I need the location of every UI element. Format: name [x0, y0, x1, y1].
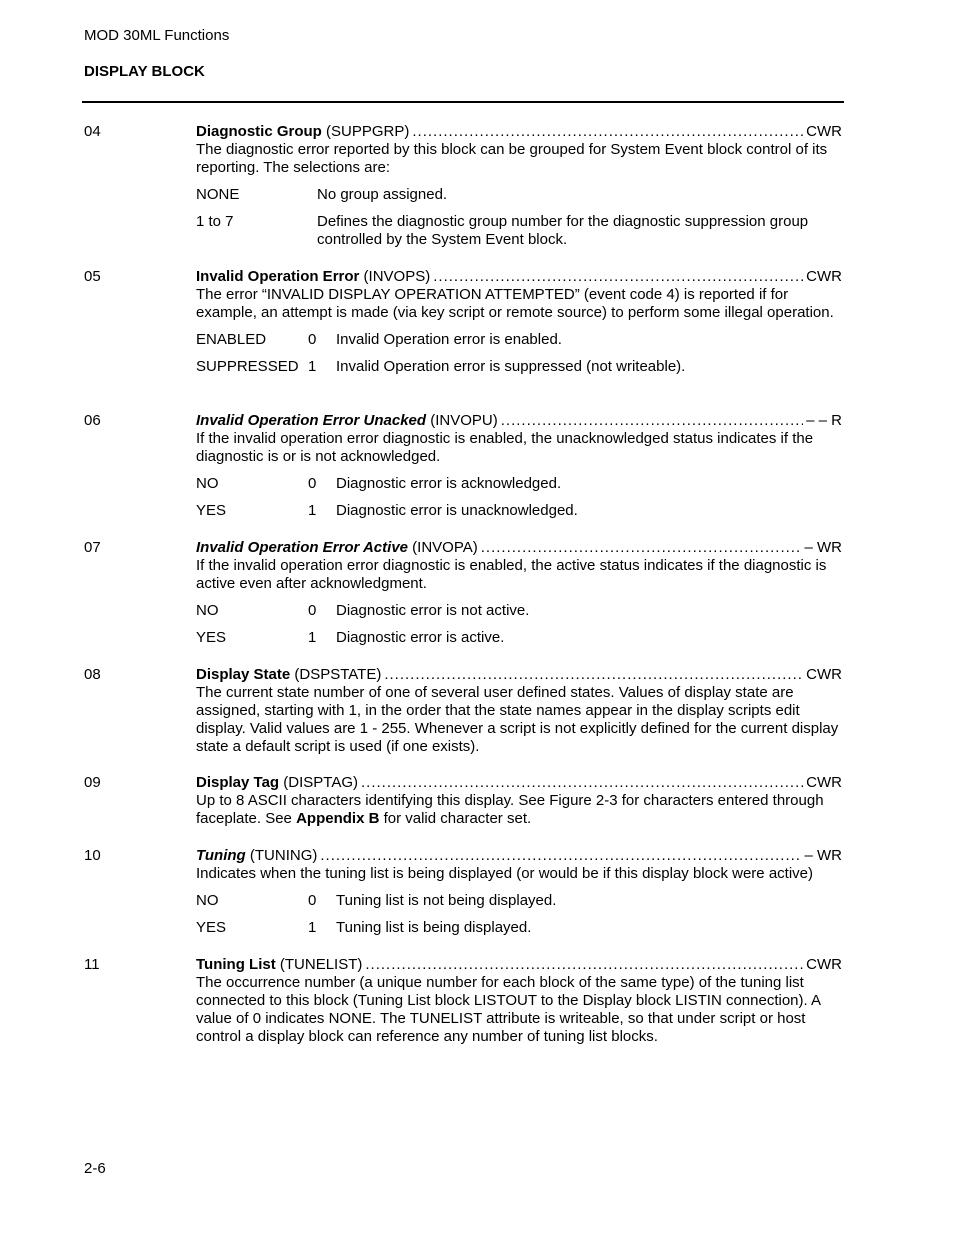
attribute-entry-06 [84, 412, 844, 520]
attribute-code: (TUNELIST) [279, 956, 363, 973]
attribute-code: (INVOPA) [412, 539, 478, 556]
dot-leader [320, 847, 801, 865]
option-value: 1 [308, 358, 317, 375]
option-row [196, 213, 842, 249]
attribute-entry-10 [84, 847, 844, 937]
option-value: 0 [308, 602, 317, 619]
attribute-entry-11 [84, 956, 844, 1046]
option-label: NO [196, 892, 219, 909]
attribute-heading [196, 268, 842, 286]
attribute-entry-07 [84, 539, 844, 647]
attribute-entry-08 [84, 666, 844, 756]
attribute-name: Diagnostic Group [196, 123, 322, 140]
option-text: Diagnostic error is active. [336, 629, 505, 646]
option-row [196, 186, 842, 204]
attribute-code: (SUPPGRP) [326, 123, 410, 140]
option-row [196, 358, 842, 376]
option-value: 0 [308, 475, 317, 492]
section-heading: DISPLAY BLOCK [84, 63, 205, 80]
running-header-title: MOD 30ML Functions [84, 27, 230, 44]
attribute-code: (DSPSTATE) [294, 666, 382, 683]
option-value: 1 [308, 502, 317, 519]
attribute-description: The error “INVALID DISPLAY OPERATION ATTEMPTED” (event code 4) is reported if for example, an attempt is made (via key script or remote source) to perform some illegal operation. [196, 286, 834, 321]
appendix-reference: Appendix B [296, 810, 380, 827]
attribute-description [196, 792, 842, 828]
attribute-code: (TUNING) [249, 847, 318, 864]
option-value: 0 [308, 331, 317, 348]
attribute-access: CWR [806, 956, 842, 973]
attribute-heading [196, 412, 842, 430]
attribute-access: CWR [806, 666, 842, 683]
option-text: Diagnostic error is unacknowledged. [336, 502, 578, 519]
option-label: SUPPRESSED [196, 358, 299, 375]
attribute-name: Invalid Operation Error Unacked [196, 412, 427, 429]
option-row [196, 331, 842, 349]
attribute-description: The occurrence number (a unique number for each block of the same type) of the tuning list connected to this block (Tuning List block LISTOUT to the Display block LISTIN connection). A value of 0 indicates NONE. The TUNELIST attribute is writeable, so that under script or host control a display block can reference any number of tuning list blocks. [196, 974, 821, 1045]
attribute-description: The current state number of one of several user defined states. Values of display state are assigned, starting with 1, in the order that the state names appear in the display scripts edit display. Valid values are 1 - 255. Whenever a script is not explicitly defined for the current display state a default script is used (if one exists). [196, 684, 839, 755]
attribute-access: – WR [804, 847, 842, 864]
attribute-access: CWR [806, 268, 842, 285]
attribute-entry-04 [84, 123, 844, 249]
dot-leader [481, 539, 802, 557]
option-text: Invalid Operation error is enabled. [336, 331, 562, 348]
attribute-name: Display State [196, 666, 291, 683]
option-label: NO [196, 602, 219, 619]
option-value: 1 [308, 919, 317, 936]
description-text: Up to 8 ASCII characters identifying this display. See Figure 2-3 for characters entered through faceplate. See [196, 792, 824, 827]
option-row [196, 892, 842, 910]
page-number: 2-6 [84, 1160, 106, 1177]
attribute-description: Indicates when the tuning list is being displayed (or would be if this display block were active) [196, 865, 813, 882]
option-text: Diagnostic error is acknowledged. [336, 475, 562, 492]
attribute-number: 10 [84, 847, 101, 864]
dot-leader [365, 956, 803, 974]
option-text: Diagnostic error is not active. [336, 602, 530, 619]
attribute-heading [196, 666, 842, 684]
dot-leader [501, 412, 803, 430]
attribute-name: Invalid Operation Error Active [196, 539, 408, 556]
option-label: YES [196, 919, 227, 936]
option-label: ENABLED [196, 331, 267, 348]
attribute-heading [196, 123, 842, 141]
dot-leader [361, 774, 803, 792]
attribute-number: 09 [84, 774, 101, 791]
header-divider [82, 101, 844, 103]
attribute-description: If the invalid operation error diagnostic is enabled, the active status indicates if the diagnostic is active even after acknowledgment. [196, 557, 827, 592]
option-row [196, 502, 842, 520]
attribute-heading [196, 847, 842, 865]
attribute-heading [196, 774, 842, 792]
attribute-name: Invalid Operation Error [196, 268, 360, 285]
attribute-access: CWR [806, 123, 842, 140]
attribute-name: Tuning List [196, 956, 276, 973]
attribute-heading [196, 956, 842, 974]
attribute-access: – – R [806, 412, 842, 429]
option-text: Tuning list is not being displayed. [336, 892, 557, 909]
attribute-access: – WR [804, 539, 842, 556]
attribute-name: Tuning [196, 847, 246, 864]
attribute-description: If the invalid operation error diagnostic is enabled, the unacknowledged status indicates if the diagnostic is or is not acknowledged. [196, 430, 814, 465]
attribute-description: The diagnostic error reported by this block can be grouped for System Event block control of its reporting. The selections are: [196, 141, 828, 176]
attribute-heading [196, 539, 842, 557]
option-row [196, 629, 842, 647]
option-text: Defines the diagnostic group number for the diagnostic suppression group controlled by the System Event block. [317, 213, 809, 248]
description-text: for valid character set. [379, 810, 532, 827]
option-text: Tuning list is being displayed. [336, 919, 532, 936]
option-label: NO [196, 475, 219, 492]
option-row [196, 602, 842, 620]
option-row [196, 475, 842, 493]
attribute-number: 11 [84, 956, 100, 973]
attribute-name: Display Tag [196, 774, 280, 791]
attribute-number: 06 [84, 412, 101, 429]
option-label: YES [196, 629, 227, 646]
dot-leader [384, 666, 803, 684]
attribute-access: CWR [806, 774, 842, 791]
option-row [196, 919, 842, 937]
option-text: Invalid Operation error is suppressed (not writeable). [336, 358, 686, 375]
option-label: NONE [196, 186, 240, 203]
attribute-number: 05 [84, 268, 101, 285]
attribute-code: (INVOPS) [363, 268, 431, 285]
attribute-number: 08 [84, 666, 101, 683]
attribute-code: (DISPTAG) [283, 774, 358, 791]
dot-leader [433, 268, 803, 286]
attribute-entry-09 [84, 774, 844, 828]
dot-leader [412, 123, 803, 141]
option-label: 1 to 7 [196, 213, 234, 230]
option-text: No group assigned. [317, 186, 448, 203]
option-value: 1 [308, 629, 317, 646]
option-value: 0 [308, 892, 317, 909]
attribute-entry-05 [84, 268, 844, 376]
attribute-number: 07 [84, 539, 101, 556]
option-label: YES [196, 502, 227, 519]
attribute-number: 04 [84, 123, 101, 140]
attribute-code: (INVOPU) [430, 412, 498, 429]
